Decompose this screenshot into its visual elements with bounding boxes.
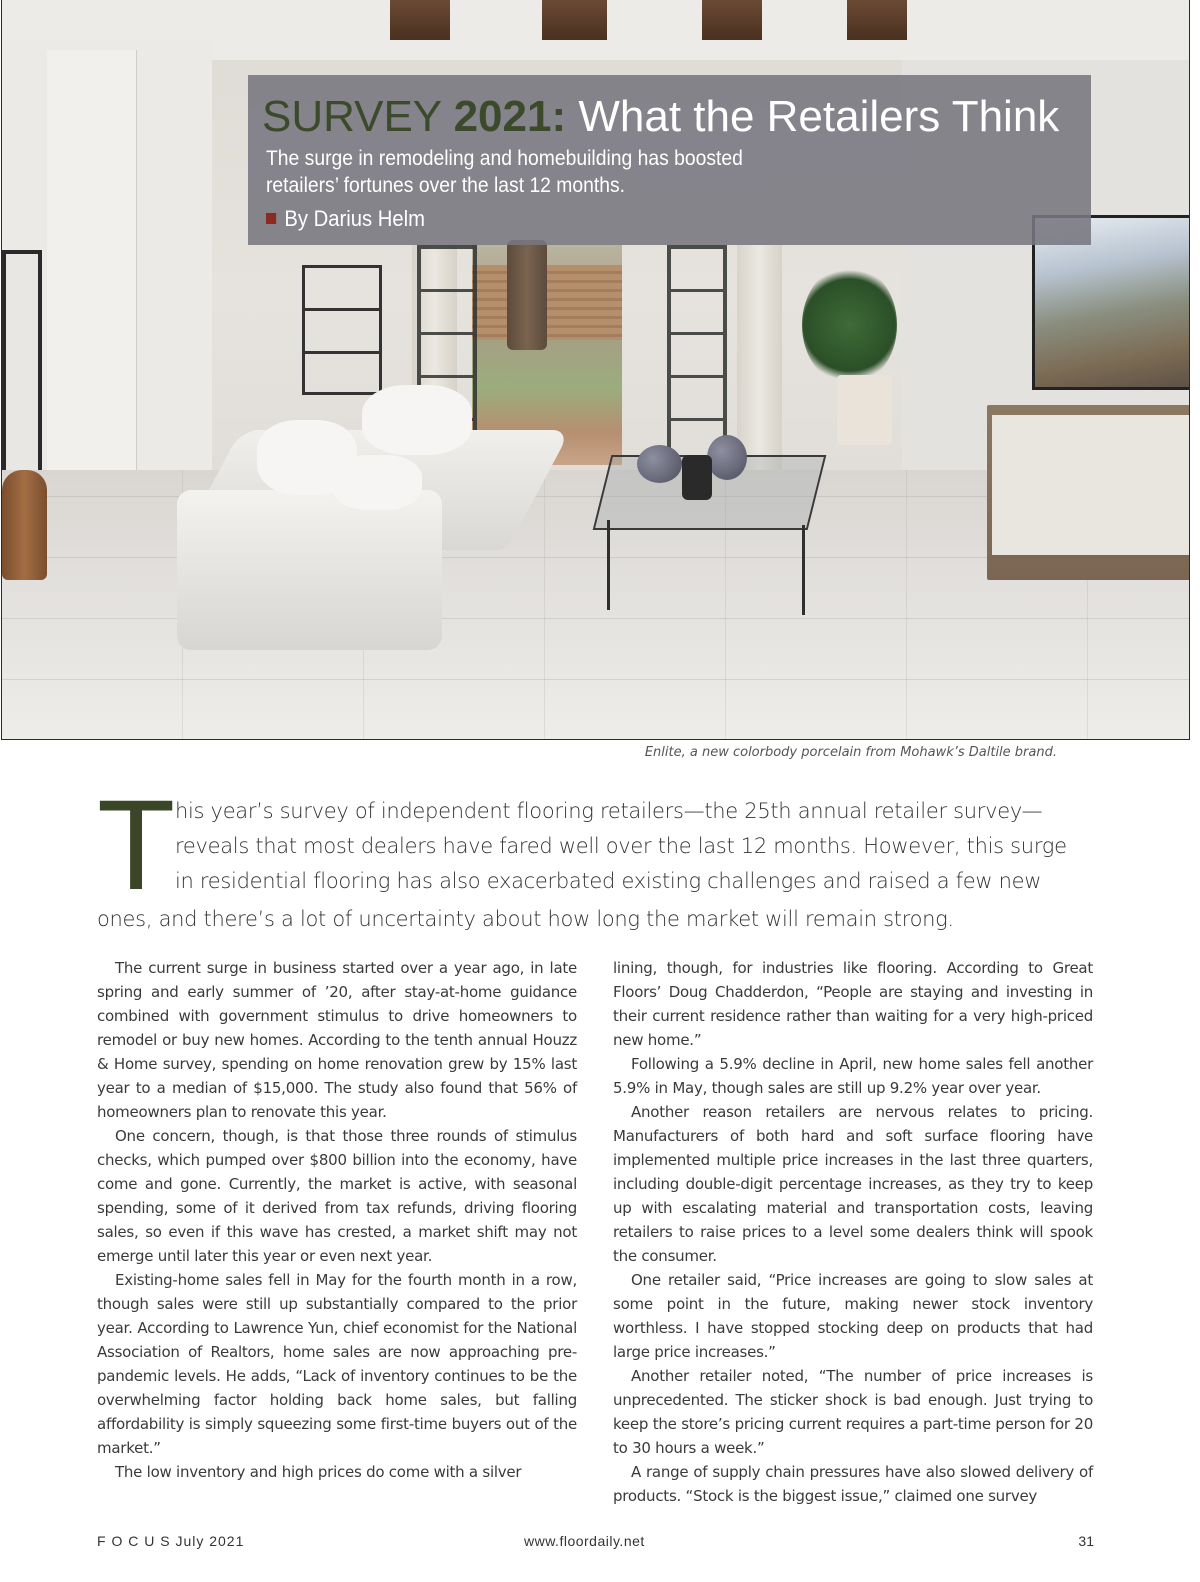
table-leg xyxy=(607,520,610,610)
paragraph: Existing-home sales fell in May for the fourth month in a row, though sales were still up substantially compared to the prior year. According to Lawrence Yun, chief economist for the National Association of Realtors, home sales are now approaching pre-pandemic levels. He adds, “Lack of inventory continues to be the overwhelming factor holding back home sales, but falling affordability is simply squeezing some first-time buyers out of the market.” xyxy=(97,1271,577,1457)
intro-line: ones, and there’s a lot of uncertainty about how long the market will remain strong. xyxy=(97,907,954,931)
paragraph: Another reason retailers are nervous relates to pricing. Manufacturers of both hard and soft surface flooring have implemented multiple price increases in the last three quarters, including double-digit percentage increases, as they try to keep up with escalating material and transportation costs, leaving retailers to raise prices to a level some dealers think will spook the consumer. xyxy=(613,1103,1093,1265)
deck-subtitle: The surge in remodeling and homebuilding has boosted retailers’ fortunes over the last 12 months. xyxy=(266,147,743,197)
table-leg xyxy=(802,525,805,615)
page-number: 31 xyxy=(1078,1533,1094,1549)
paragraph: Another retailer noted, “The number of price increases is unprecedented. The sticker shock is bad enough. Just trying to keep the store’s pricing current requires a part-time person for 20 to 30 hours a week.” xyxy=(613,1367,1093,1457)
cabinet-front xyxy=(992,415,1190,555)
shelf-unit xyxy=(302,265,382,395)
paragraph: Following a 5.9% decline in April, new home sales fell another 5.9% in May, though sales are still up 9.2% year over year. xyxy=(613,1055,1093,1097)
plant xyxy=(802,265,897,385)
body-column-right xyxy=(613,956,1093,1508)
vase xyxy=(682,455,712,500)
drop-cap: T xyxy=(97,774,176,917)
ceiling-beam xyxy=(542,0,607,40)
byline xyxy=(266,206,425,232)
headline xyxy=(262,93,1059,141)
headline-title: What the Retailers Think xyxy=(566,92,1060,141)
paragraph: One retailer said, “Price increases are going to slow sales at some point in the future, making newer stock inventory worthless. I have stopped stocking deep on products that had large price increases.” xyxy=(613,1271,1093,1361)
intro-line: in residential flooring has also exacerbated existing challenges and raised a few new xyxy=(175,869,1042,893)
publication-date: F O C U S July 2021 xyxy=(97,1533,245,1549)
ceiling-beam xyxy=(847,0,907,40)
body-column-left xyxy=(97,956,577,1484)
plant-pot xyxy=(837,375,892,445)
paragraph: The current surge in business started over a year ago, in late spring and early summer of ’20, after stay-at-home guidance combined with government stimulus to drive homeowners to remodel or buy new homes. According to the tenth annual Houzz & Home survey, spending on home renovation grew by 15% last year to a median of $15,000. The study also found that 56% of homeowners plan to renovate this year. xyxy=(97,959,577,1121)
byline-author: By Darius Helm xyxy=(284,206,425,231)
wood-stool xyxy=(2,470,47,580)
headline-year: 2021: xyxy=(453,92,567,141)
ceiling-beam xyxy=(702,0,762,40)
headline-survey: SURVEY xyxy=(262,92,454,141)
square-bullet-icon xyxy=(266,213,276,224)
paragraph: lining, though, for industries like flooring. According to Great Floors’ Doug Chadderdon, “People are staying and investing in their current residence rather than waiting for a very high-priced new home.” xyxy=(613,959,1093,1049)
pillow xyxy=(332,455,422,510)
ceiling-beam xyxy=(390,0,450,40)
vase xyxy=(707,435,747,480)
paragraph: The low inventory and high prices do come with a silver xyxy=(115,1463,522,1481)
intro-line: reveals that most dealers have fared well over the last 12 months. However, this surge xyxy=(175,834,1067,858)
page-footer xyxy=(97,1533,1094,1553)
sofa-seat xyxy=(177,490,442,650)
title-panel xyxy=(248,75,1091,245)
paragraph: A range of supply chain pressures have also slowed delivery of products. “Stock is the biggest issue,” claimed one survey xyxy=(613,1463,1093,1505)
photo-caption: Enlite, a new colorbody porcelain from Mohawk’s Daltile brand. xyxy=(644,745,1057,760)
vase xyxy=(637,445,682,483)
intro-line: his year’s survey of independent flooring retailers—the 25th annual retailer survey— xyxy=(175,799,1043,823)
pillow xyxy=(362,385,472,455)
paragraph: One concern, though, is that those three rounds of stimulus checks, which pumped over $800 billion into the economy, have come and gone. Currently, the market is active, with seasonal spending, some of it derived from tax refunds, driving flooring sales, so even if this wave has crested, a market shift may not emerge until later this year or even next year. xyxy=(97,1127,577,1265)
fence xyxy=(472,265,622,340)
tree-trunk xyxy=(507,240,547,350)
website-link[interactable]: www.floordaily.net xyxy=(524,1533,645,1549)
